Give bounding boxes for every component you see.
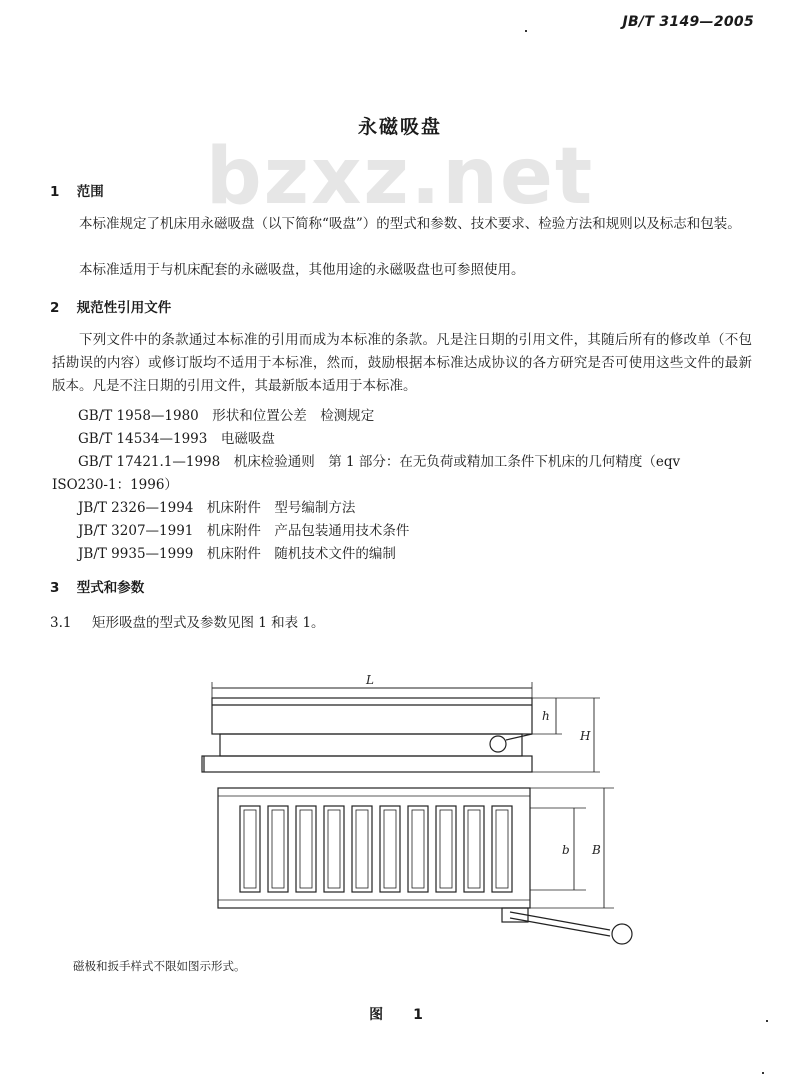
scan-speck xyxy=(762,1072,764,1074)
section-number: 1 xyxy=(50,184,60,200)
section-title: 型式和参数 xyxy=(76,580,145,596)
subclause-text: 矩形吸盘的型式及参数见图 1 和表 1。 xyxy=(92,615,325,631)
section-3-heading xyxy=(50,576,144,596)
dim-label-b: b xyxy=(562,843,570,857)
figure-label: 图 1 xyxy=(369,1007,431,1023)
reference-item: GB/T 1958—1980 形状和位置公差 检测规定 xyxy=(78,408,375,424)
subclause-3-1 xyxy=(50,611,325,631)
handle-knob-side xyxy=(490,736,506,752)
handle-knob xyxy=(612,924,632,944)
section-2-heading xyxy=(50,296,171,316)
section-number: 3 xyxy=(50,580,60,596)
section-2-paragraph: 下列文件中的条款通过本标准的引用而成为本标准的条款。凡是注日期的引用文件，其随后所有的修改单（不包括勘误的内容）或修订版均不适用于本标准，然而，鼓励根据本标准达成协议的各方研究是否可使用这些文件的最新版本。凡是不注日期的引用文件，其最新版本适用于本标准。 xyxy=(52,332,752,394)
reference-item: JB/T 9935—1999 机床附件 随机技术文件的编制 xyxy=(78,546,396,562)
section-title: 范围 xyxy=(76,184,104,200)
dim-label-h: h xyxy=(542,709,550,723)
body-outline xyxy=(220,734,522,756)
section-1-heading xyxy=(50,180,104,200)
top-plate-outline xyxy=(212,698,532,734)
section-1-paragraph-2: 本标准适用于与机床配套的永磁吸盘，其他用途的永磁吸盘也可参照使用。 xyxy=(79,262,525,278)
scan-speck xyxy=(766,1020,768,1022)
reference-item: GB/T 14534—1993 电磁吸盘 xyxy=(78,431,275,447)
section-title: 规范性引用文件 xyxy=(76,300,172,316)
figure-1-drawing xyxy=(190,668,650,948)
section-1-paragraph-1: 本标准规定了机床用永磁吸盘（以下简称“吸盘”）的型式和参数、技术要求、检验方法和规则以及标志和包装。 xyxy=(79,216,741,232)
reference-item: JB/T 3207—1991 机床附件 产品包装通用技术条件 xyxy=(78,523,410,539)
scan-speck xyxy=(525,30,527,32)
document-title: 永磁吸盘 xyxy=(357,116,442,138)
base-outline xyxy=(202,756,532,772)
dim-label-L: L xyxy=(366,673,374,687)
reference-item: GB/T 17421.1—1998 机床检验通则 第 1 部分：在无负荷或精加工条件下机床的几何精度（eqv xyxy=(78,454,681,470)
reference-item: JB/T 2326—1994 机床附件 型号编制方法 xyxy=(78,500,356,516)
subclause-number: 3.1 xyxy=(50,615,72,631)
reference-item-continuation: ISO230-1：1996） xyxy=(52,477,178,493)
dim-label-H: H xyxy=(580,729,591,743)
figure-caption: 磁极和扳手样式不限如图示形式。 xyxy=(73,959,246,973)
dim-label-B: B xyxy=(592,843,601,857)
section-number: 2 xyxy=(50,300,60,316)
standard-code: JB/T 3149—2005 xyxy=(622,14,754,30)
watermark: bzxz.net xyxy=(205,132,595,222)
handle-stem-side xyxy=(506,734,532,740)
magnetic-pole-slots xyxy=(240,806,512,892)
